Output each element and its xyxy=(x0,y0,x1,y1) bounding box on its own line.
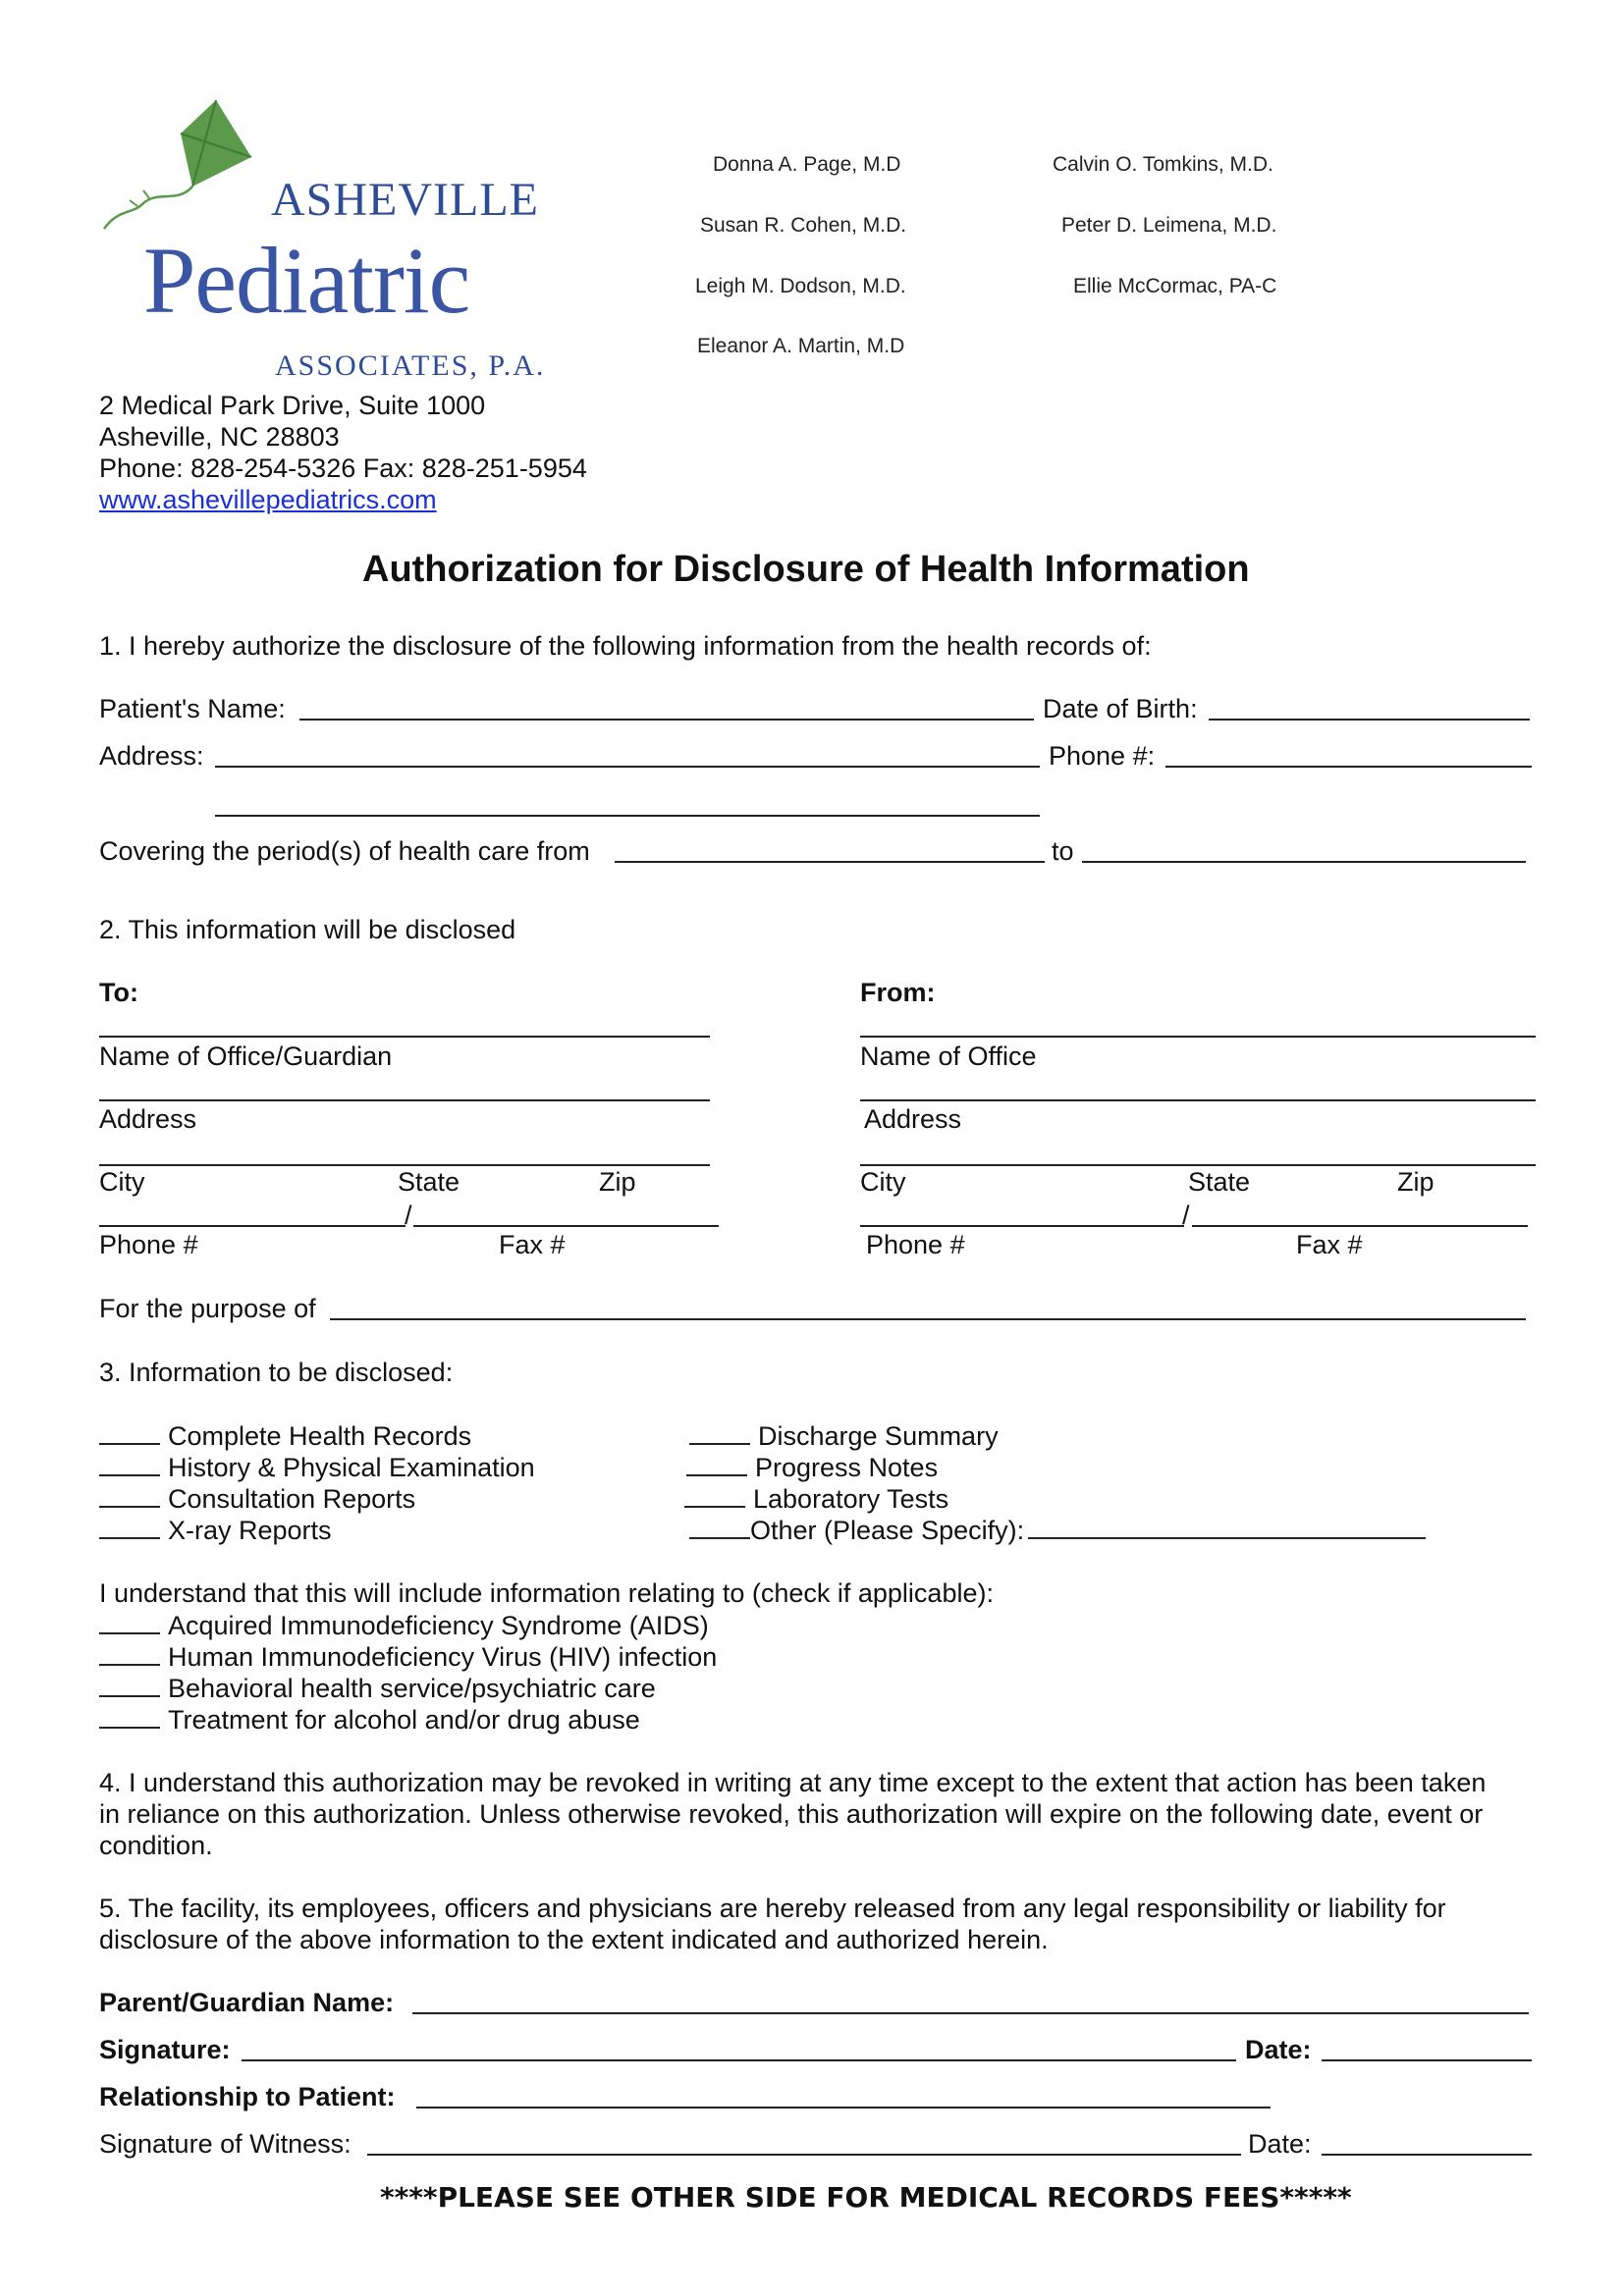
logo-word-pediatric: Pediatric xyxy=(143,228,470,333)
address-label: Address: xyxy=(99,741,204,771)
signature-field[interactable] xyxy=(242,2059,1236,2061)
to-phone-fax-separator: / xyxy=(405,1201,412,1230)
checkbox-line[interactable] xyxy=(99,1514,160,1539)
check-option-label: Treatment for alcohol and/or drug abuse xyxy=(168,1705,640,1735)
check-option-label: Progress Notes xyxy=(755,1453,939,1482)
period-from-field[interactable] xyxy=(615,861,1045,863)
guardian-name-label: Parent/Guardian Name: xyxy=(99,1988,395,2017)
to-label: To: xyxy=(99,978,138,1007)
checkbox-line[interactable] xyxy=(689,1419,750,1445)
records-fees-notice: ****PLEASE SEE OTHER SIDE FOR MEDICAL RECORDS FEES***** xyxy=(380,2181,1352,2214)
witness-label: Signature of Witness: xyxy=(99,2129,352,2159)
from-name-field[interactable] xyxy=(860,1036,1536,1038)
check-option[interactable] xyxy=(99,1640,717,1673)
check-option[interactable] xyxy=(99,1609,709,1641)
section5-line-1: 5. The facility, its employees, officers and physicians are hereby released from any legal responsibility or liability for xyxy=(99,1894,1446,1923)
period-to-field[interactable] xyxy=(1082,861,1526,863)
patient-name-field[interactable] xyxy=(299,719,1034,721)
from-name-label: Name of Office xyxy=(860,1041,1037,1071)
check-option-label: X-ray Reports xyxy=(168,1516,332,1545)
from-address-field[interactable] xyxy=(860,1099,1536,1101)
to-address-field[interactable] xyxy=(99,1099,710,1101)
checkbox-line[interactable] xyxy=(689,1514,750,1539)
doctor-name: Eleanor A. Martin, M.D xyxy=(697,335,905,357)
doctor-name: Calvin O. Tomkins, M.D. xyxy=(1053,153,1273,176)
witness-date-label: Date: xyxy=(1248,2129,1312,2159)
from-phone-field[interactable] xyxy=(860,1225,1184,1227)
section4-line-2: in reliance on this authorization. Unless otherwise revoked, this authorization will expire on the following date, event or xyxy=(99,1799,1484,1829)
checkbox-line[interactable] xyxy=(99,1419,160,1445)
checkbox-line[interactable] xyxy=(99,1703,160,1729)
from-city-label: City xyxy=(860,1167,906,1197)
dob-field[interactable] xyxy=(1209,719,1530,721)
checkbox-line[interactable] xyxy=(686,1451,747,1476)
to-zip-label: Zip xyxy=(599,1167,636,1197)
signature-date-field[interactable] xyxy=(1322,2059,1532,2061)
address-line-2: Asheville, NC 28803 xyxy=(99,422,340,452)
to-phone-field[interactable] xyxy=(99,1225,406,1227)
phone-label: Phone #: xyxy=(1049,741,1156,771)
logo-word-asheville: ASHEVILLE xyxy=(271,174,539,226)
witness-date-field[interactable] xyxy=(1322,2154,1532,2156)
check-option-label: Acquired Immunodeficiency Syndrome (AIDS) xyxy=(168,1611,709,1640)
check-option[interactable] xyxy=(689,1514,1434,1546)
doctor-name: Peter D. Leimena, M.D. xyxy=(1061,214,1277,237)
witness-field[interactable] xyxy=(367,2154,1241,2156)
doctor-name: Leigh M. Dodson, M.D. xyxy=(695,275,906,297)
check-option[interactable] xyxy=(99,1672,656,1704)
check-option[interactable] xyxy=(99,1482,415,1515)
purpose-label: For the purpose of xyxy=(99,1294,316,1323)
check-option[interactable] xyxy=(99,1451,535,1483)
from-label: From: xyxy=(860,978,936,1007)
section4-line-3: condition. xyxy=(99,1831,213,1860)
checkbox-line[interactable] xyxy=(99,1640,160,1666)
other-specify-field[interactable] xyxy=(1028,1514,1426,1539)
from-phone-label: Phone # xyxy=(866,1230,965,1259)
purpose-field[interactable] xyxy=(330,1318,1526,1320)
from-fax-field[interactable] xyxy=(1192,1225,1528,1227)
to-name-field[interactable] xyxy=(99,1036,710,1038)
relationship-label: Relationship to Patient: xyxy=(99,2082,396,2111)
from-state-label: State xyxy=(1188,1167,1251,1197)
checkbox-line[interactable] xyxy=(99,1482,160,1508)
section5-line-2: disclosure of the above information to the extent indicated and authorized herein. xyxy=(99,1925,1049,1954)
address-field-line-2[interactable] xyxy=(215,815,1040,817)
checkbox-line[interactable] xyxy=(99,1672,160,1697)
period-from-label: Covering the period(s) of health care from xyxy=(99,836,590,866)
address-line-1: 2 Medical Park Drive, Suite 1000 xyxy=(99,391,486,420)
period-to-label: to xyxy=(1052,836,1074,866)
check-option-label: Consultation Reports xyxy=(168,1484,416,1514)
from-zip-label: Zip xyxy=(1397,1167,1435,1197)
section1-intro: 1. I hereby authorize the disclosure of the following information from the health records of: xyxy=(99,631,1152,661)
check-option[interactable] xyxy=(99,1419,471,1452)
from-address-label: Address xyxy=(864,1104,962,1134)
to-fax-label: Fax # xyxy=(499,1230,566,1259)
to-state-label: State xyxy=(398,1167,460,1197)
check-option-label: Other (Please Specify): xyxy=(750,1516,1025,1545)
patient-name-label: Patient's Name: xyxy=(99,694,286,723)
doctor-name: Ellie McCormac, PA-C xyxy=(1073,275,1277,297)
doctor-name: Susan R. Cohen, M.D. xyxy=(700,214,907,237)
to-city-label: City xyxy=(99,1167,145,1197)
logo-word-associates: ASSOCIATES, P.A. xyxy=(275,349,546,382)
check-option[interactable] xyxy=(686,1451,938,1483)
understand-text: I understand that this will include information relating to (check if applicable): xyxy=(99,1578,994,1608)
dob-label: Date of Birth: xyxy=(1043,694,1198,723)
from-fax-label: Fax # xyxy=(1296,1230,1363,1259)
check-option-label: Complete Health Records xyxy=(168,1421,472,1451)
check-option-label: History & Physical Examination xyxy=(168,1453,535,1482)
phone-field[interactable] xyxy=(1165,766,1532,768)
address-phone-fax: Phone: 828-254-5326 Fax: 828-251-5954 xyxy=(99,454,587,483)
section4-line-1: 4. I understand this authorization may be revoked in writing at any time except to the extent that action has been taken xyxy=(99,1768,1487,1797)
check-option[interactable] xyxy=(99,1703,640,1735)
to-fax-field[interactable] xyxy=(413,1225,719,1227)
check-option-label: Laboratory Tests xyxy=(753,1484,949,1514)
to-phone-label: Phone # xyxy=(99,1230,198,1259)
check-option-label: Discharge Summary xyxy=(758,1421,999,1451)
signature-date-label: Date: xyxy=(1245,2035,1312,2064)
check-option[interactable] xyxy=(684,1482,948,1515)
section2-heading: 2. This information will be disclosed xyxy=(99,915,516,944)
doctor-name: Donna A. Page, M.D xyxy=(713,153,901,176)
checkbox-line[interactable] xyxy=(684,1482,745,1508)
page-title: Authorization for Disclosure of Health Information xyxy=(362,549,1250,590)
from-phone-fax-separator: / xyxy=(1182,1201,1190,1230)
check-option-label: Human Immunodeficiency Virus (HIV) infection xyxy=(168,1642,718,1672)
check-option[interactable] xyxy=(99,1514,332,1546)
website-link[interactable]: www.ashevillepediatrics.com xyxy=(99,485,437,514)
to-address-label: Address xyxy=(99,1104,197,1134)
checkbox-line[interactable] xyxy=(99,1451,160,1476)
relationship-field[interactable] xyxy=(416,2107,1271,2109)
guardian-name-field[interactable] xyxy=(412,2012,1529,2014)
address-field[interactable] xyxy=(215,766,1040,768)
signature-label: Signature: xyxy=(99,2035,231,2064)
checkbox-line[interactable] xyxy=(99,1609,160,1634)
kite-icon xyxy=(98,96,255,243)
check-option[interactable] xyxy=(689,1419,999,1452)
check-option-label: Behavioral health service/psychiatric care xyxy=(168,1674,656,1703)
section3-heading: 3. Information to be disclosed: xyxy=(99,1358,454,1387)
to-name-label: Name of Office/Guardian xyxy=(99,1041,393,1071)
